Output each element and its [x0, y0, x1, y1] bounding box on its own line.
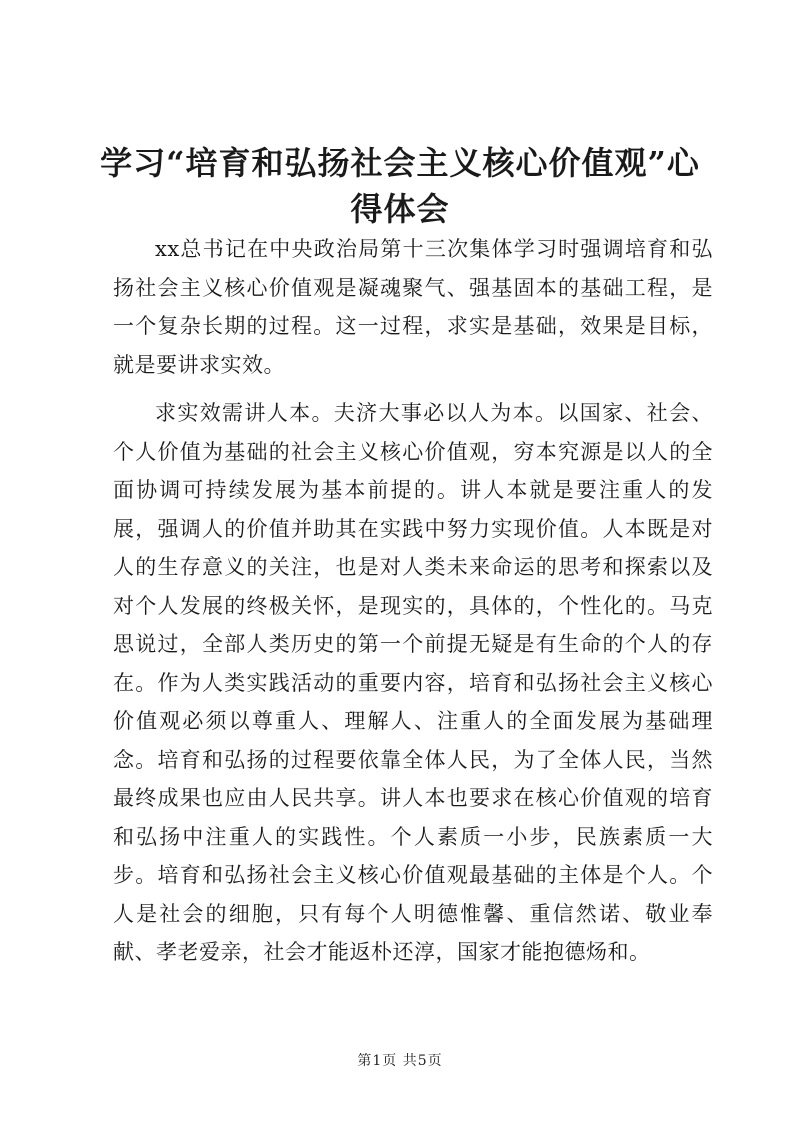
page-number-footer: 第1页 共5页	[357, 1053, 443, 1069]
document-title: 学习“培育和弘扬社会主义核心价值观”心得体会	[100, 144, 700, 228]
paragraph-intro: xx总书记在中央政治局第十三次集体学习时强调培育和弘扬社会主义核心价值观是凝魂聚气、强基固本的基础工程，是一个复杂长期的过程。这一过程，求实是基础，效果是目标，就是要讲求实效。	[113, 237, 713, 377]
document-body	[113, 230, 713, 982]
paragraph-people-oriented: 求实效需讲人本。夫济大事必以人为本。以国家、社会、个人价值为基础的社会主义核心价值观，穷本究源是以人的全面协调可持续发展为基本前提的。讲人本就是要注重人的发展，强调人的价值并助其在实践中努力实现价值。人本既是对人的生存意义的关注，也是对人类未来命运的思考和探索以及对个人发展的终极关怀，是现实的，具体的，个性化的。马克思说过，全部人类历史的第一个前提无疑是有生命的个人的存在。作为人类实践活动的重要内容，培育和弘扬社会主义核心价值观必须以尊重人、理解人、注重人的全面发展为基础理念。培育和弘扬的过程要依靠全体人民，为了全体人民，当然最终成果也应由人民共享。讲人本也要求在核心价值观的培育和弘扬中注重人的实践性。个人素质一小步，民族素质一大步。培育和弘扬社会主义核心价值观最基础的主体是个人。个人是社会的细胞，只有每个人明德惟馨、重信然诺、敬业奉献、孝老爱亲，社会才能返朴还淳，国家才能抱德炀和。	[113, 401, 713, 964]
